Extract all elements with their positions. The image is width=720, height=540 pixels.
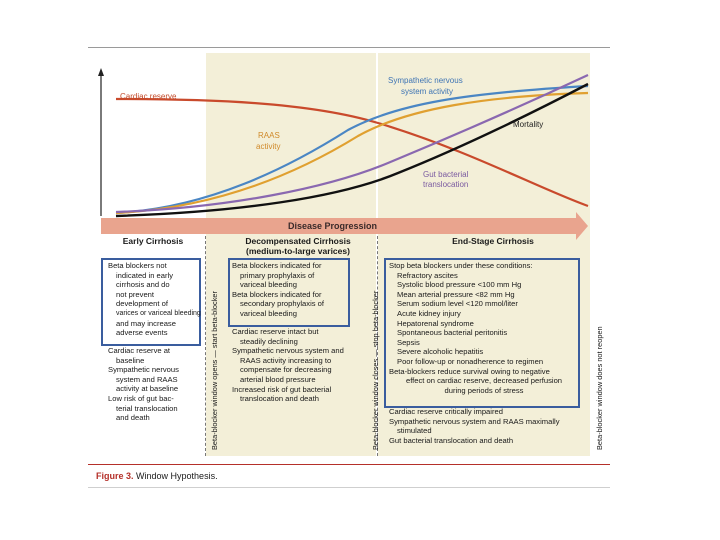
bottom-rule [88,487,610,488]
window-no-reopen-text: Beta-blocker window does not reopen [595,326,604,450]
caption-rule [88,464,610,465]
window-opens-rule [205,236,206,456]
window-closes-text: Beta-blocker window closes — stop beta-blocker [371,290,380,450]
end-box-line: Serum sodium level <120 mmol/liter [397,299,518,309]
figure-panel [88,47,610,488]
end-box-line: Poor follow-up or nonadherence to regimen [397,356,544,366]
early-status-line: and death [116,413,150,423]
decomp-status-line: translocation and death [240,394,319,404]
decomp-box-line: variceal bleeding [240,280,297,290]
decomp-recommendation-text [232,261,372,319]
decomp-status-line: Increased risk of gut bacterial [232,384,332,394]
early-box-line: and may increase [116,318,176,328]
end-box-line: effect on cardiac reserve, decreased perfusion [405,376,563,386]
raas-label-line2: activity [256,142,281,151]
early-status-line: terial translocation [116,403,178,413]
early-box-line: Beta blockers not [108,261,167,270]
end-box-line: Beta-blockers reduce survival owing to negative [389,366,550,376]
decompensated-title [228,236,368,256]
sns-label-line1: Sympathetic nervous [388,76,463,85]
decomp-status-line: RAAS activity increasing to [240,355,332,365]
early-box-line: development of [116,299,168,309]
decomp-subtitle-text: (medium-to-large varices) [246,246,350,256]
end-box-line: Refractory ascites [397,270,458,280]
gut-label-line1: Gut bacterial [423,170,469,179]
decomp-status-line: compensate for decreasing [240,365,332,375]
caption-title: Window Hypothesis. [136,471,218,481]
early-status-line: baseline [116,355,145,365]
end-stage-title [413,236,573,246]
decomp-box-line: variceal bleeding [240,308,297,318]
decomp-status-line: steadily declining [240,336,298,346]
early-status-text [108,346,200,423]
decomp-title-text: Decompensated Cirrhosis [245,236,351,246]
early-box-line: cirrhosis and do [116,280,170,290]
early-box-line: varices or variceal bleeding [116,309,201,317]
early-box-line: indicated in early [116,270,173,280]
end-box-line: Sepsis [397,337,420,347]
end-box-line: Acute kidney injury [397,308,461,318]
early-status-line: Low risk of gut bac- [108,393,174,403]
gut-label-line2: translocation [423,180,469,189]
cardiac-reserve-label: Cardiac reserve [120,92,177,101]
decomp-status-line: Cardiac reserve intact but [232,327,319,336]
decomp-box-line: Beta blockers indicated for [232,261,322,270]
end-box-line: Spontaneous bacterial peritonitis [397,328,508,338]
window-hypothesis-curves [88,48,610,248]
sns-label-line2: system activity [401,87,454,96]
decomp-box-line: Beta blockers indicated for [232,289,322,299]
end-box-line: Hepatorenal syndrome [397,318,474,328]
decomp-status-text [232,327,372,404]
disease-progression-label: Disease Progression [288,221,378,231]
end-title-text: End-Stage Cirrhosis [452,236,534,246]
early-status-line: activity at baseline [116,384,179,394]
window-opens-text: Beta-blocker window opens — start beta-blocker [210,291,219,450]
end-status-line: Gut bacterial translocation and death [389,435,514,445]
early-box-line: adverse events [116,328,168,338]
y-axis-arrow [98,68,104,76]
early-box-line: not prevent [116,289,154,299]
decomp-box-line: secondary prophylaxis of [240,299,324,309]
raas-label-line1: RAAS [258,131,280,140]
end-box-line: during periods of stress [444,385,524,395]
early-status-line: system and RAAS [116,374,178,384]
early-status-line: Sympathetic nervous [108,365,179,375]
end-box-line: Stop beta blockers under these conditions: [389,261,533,270]
early-status-line: Cardiac reserve at [108,346,171,355]
end-stage-status-text [389,407,584,445]
early-cirrhosis-title [108,236,198,246]
decomp-status-line: Sympathetic nervous system and [232,346,344,356]
figure-caption [96,471,218,481]
early-title-text: Early Cirrhosis [122,236,184,246]
caption-figure-number: Figure 3. [96,471,134,481]
decomp-box-line: primary prophylaxis of [240,270,315,280]
end-box-line: Severe alcoholic hepatitis [397,347,484,357]
end-status-line: Sympathetic nervous system and RAAS maximally [389,416,560,426]
end-box-line: Systolic blood pressure <100 mm Hg [397,280,522,290]
early-recommendation-text [108,261,201,338]
decomp-status-line: arterial blood pressure [240,374,316,384]
end-box-line: Mean arterial pressure <82 mm Hg [397,289,515,299]
end-stage-recommendation-text [389,261,579,395]
end-status-line: stimulated [397,426,432,436]
mortality-label: Mortality [513,120,544,129]
end-status-line: Cardiac reserve critically impaired [389,407,503,416]
